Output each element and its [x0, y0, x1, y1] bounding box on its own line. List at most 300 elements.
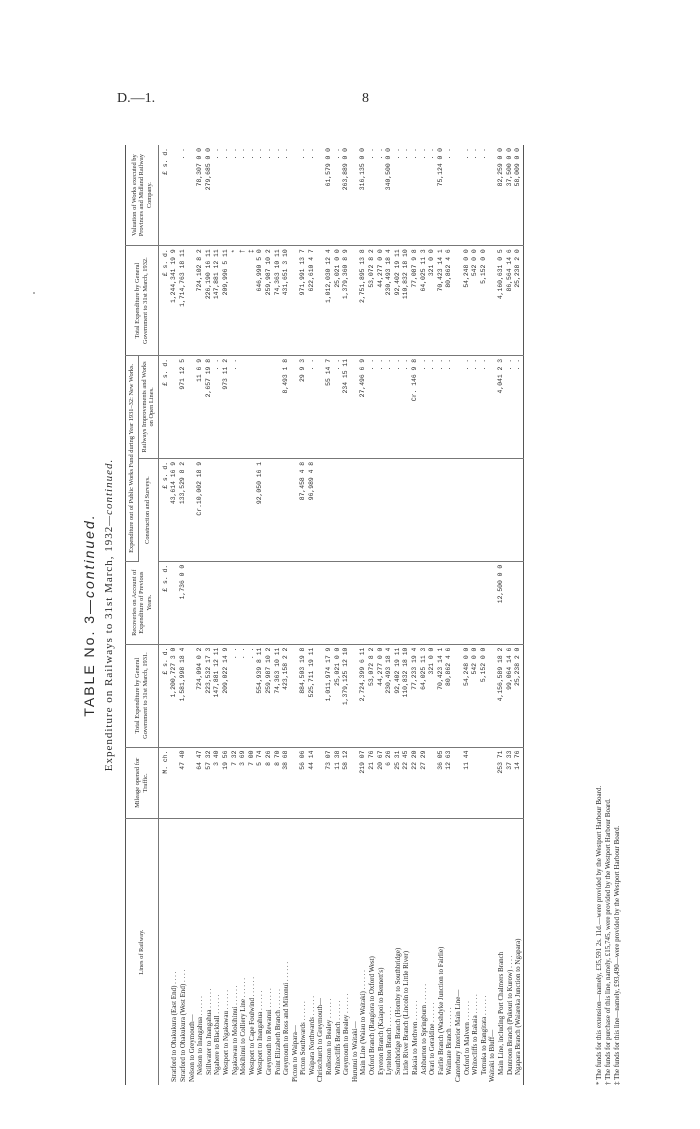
cell-total-1932: 1,244,341 19 9	[170, 246, 179, 356]
header-total-1931: Total Expenditure by General Government to 31st March, 1931.	[126, 644, 159, 747]
cell-mileage: 219 07	[359, 747, 368, 819]
cell-total-1931: 230,493 18 4	[385, 644, 394, 747]
cell-mileage	[351, 747, 360, 819]
cell-recoveries	[454, 561, 463, 644]
cell-valuation: . .	[231, 145, 240, 246]
cell-improvements: . .	[420, 355, 429, 458]
line-name: Main Line (Waiau to Waitaki) . . . . . .	[359, 970, 368, 1075]
cell-mileage: 3 40	[213, 747, 222, 819]
table-row	[471, 145, 480, 1085]
line-name: Ngakawau to Mokihinui . . . . . .	[230, 985, 239, 1075]
cell-recoveries	[428, 561, 437, 644]
line-name: Mokihinui to Colliery Line . . . . . .	[239, 977, 248, 1075]
cell-total-1932: 230,493 18 4	[385, 246, 394, 356]
cell-improvements: . .	[471, 355, 480, 458]
cell-construction	[385, 458, 394, 561]
header-recoveries: Recoveries on Account of Expenditure of Previous Years.	[126, 561, 159, 644]
cell-total-1931: 110,832 18 10	[402, 644, 411, 747]
cell-construction	[514, 458, 523, 561]
cell-mileage: 57 32	[205, 747, 214, 819]
line-name: Waimate Branch . . . . . .	[445, 1007, 454, 1075]
cell-valuation: . .	[394, 145, 403, 246]
table-row	[402, 145, 411, 1085]
table-row	[454, 145, 463, 1085]
table-row	[248, 145, 257, 1085]
cell-valuation: . .	[334, 145, 343, 246]
cell-mileage: 5 74	[256, 747, 265, 819]
cell-mileage	[428, 747, 437, 819]
cell-total-1932: 25,021 0 0	[334, 246, 343, 356]
cell-total-1931: 25,238 2 0	[514, 644, 523, 747]
cell-improvements: . .	[402, 355, 411, 458]
cell-recoveries	[351, 561, 360, 644]
cell-construction	[463, 458, 472, 561]
cell-improvements: Cr. 146 9 8	[411, 355, 420, 458]
table-row	[325, 145, 334, 1085]
cell-total-1932: 70,423 14 1	[437, 246, 446, 356]
cell-recoveries	[213, 561, 222, 644]
cell-valuation: 61,579 0 0	[325, 145, 334, 246]
cell-total-1931: 884,503 19 8	[299, 644, 308, 747]
table-row	[420, 145, 429, 1085]
cell-improvements	[274, 355, 283, 458]
cell-valuation: . .	[213, 145, 222, 246]
cell-recoveries	[196, 561, 205, 644]
cell-total-1931: 4,156,589 18 2	[497, 644, 506, 747]
cell-valuation: . .	[428, 145, 437, 246]
table-row	[385, 145, 394, 1085]
footnote-2: † The funds for purchase of this line, namely, £15,745, were provided by the Westport Harbour Board.	[604, 798, 612, 1085]
line-name: Greymouth to Bealey . . . . . .	[342, 993, 351, 1075]
cell-recoveries	[506, 561, 515, 644]
cell-recoveries	[420, 561, 429, 644]
cell-improvements: . .	[437, 355, 446, 458]
cell-construction	[282, 458, 291, 561]
cell-valuation: 279,685 0 0	[205, 145, 214, 246]
cell-total-1932: 74,363 10 11	[274, 246, 283, 356]
cell-total-1932: 80,862 4 6	[445, 246, 454, 356]
cell-total-1931	[291, 644, 300, 747]
line-name: Waipara Northwards . . . . . .	[307, 996, 316, 1075]
cell-total-1931: 2,724,399 6 11	[359, 644, 368, 747]
table-row	[480, 145, 489, 1085]
cell-mileage: 22 45	[402, 747, 411, 819]
line-name: Southbridge Branch (Hornby to Southbridge)	[393, 947, 402, 1075]
cell-construction	[454, 458, 463, 561]
cell-mileage	[316, 747, 325, 819]
cell-improvements: . .	[394, 355, 403, 458]
line-name: Lyttelton Branch . . . . . .	[385, 1006, 394, 1075]
unit-mileage: M. ch.	[158, 747, 170, 819]
table-row	[359, 145, 368, 1085]
cell-mileage: 6 26	[385, 747, 394, 819]
cell-mileage: 36 05	[437, 747, 446, 819]
cell-mileage: 11 44	[463, 747, 472, 819]
cell-total-1932	[454, 246, 463, 356]
cell-construction	[377, 458, 386, 561]
cell-mileage: 8 26	[265, 747, 274, 819]
cell-valuation: . .	[274, 145, 283, 246]
unit-construction: £ s. d.	[158, 458, 170, 561]
cell-total-1931: 80,862 4 6	[445, 644, 454, 747]
cell-recoveries	[437, 561, 446, 644]
cell-recoveries	[334, 561, 343, 644]
cell-improvements: 55 14 7	[325, 355, 334, 458]
cell-total-1932: 542 0 0	[471, 246, 480, 356]
cell-recoveries	[222, 561, 231, 644]
cell-improvements	[316, 355, 325, 458]
table-row	[291, 145, 300, 1085]
cell-recoveries	[471, 561, 480, 644]
cell-total-1931: 223,532 17 3	[205, 644, 214, 747]
line-name: Ngahere to Blackball . . . . . .	[213, 994, 222, 1075]
cell-total-1931: 5,152 0 0	[480, 644, 489, 747]
cell-total-1932: ‡	[248, 246, 257, 356]
cell-mileage	[188, 747, 197, 819]
cell-construction	[368, 458, 377, 561]
cell-recoveries	[170, 561, 179, 644]
cell-improvements: 27,496 6 9	[359, 355, 368, 458]
cell-valuation	[188, 145, 197, 246]
cell-mileage	[471, 747, 480, 819]
unit-valuation: £ s. d.	[158, 145, 170, 246]
cell-mileage: 8 70	[274, 747, 283, 819]
cell-construction	[231, 458, 240, 561]
cell-mileage: 22 20	[411, 747, 420, 819]
table-row	[394, 145, 403, 1085]
cell-total-1931: 554,939 8 11	[256, 644, 265, 747]
cell-recoveries	[205, 561, 214, 644]
table-row	[256, 145, 265, 1085]
cell-construction: 133,529 8 2	[179, 458, 188, 561]
cell-recoveries	[402, 561, 411, 644]
cell-improvements: 29 9 3	[299, 355, 308, 458]
cell-mileage: 47 40	[179, 747, 188, 819]
line-name: Greymouth to Ross and Mikonui . . . . . .	[282, 961, 291, 1075]
cell-mileage: 7 00	[248, 747, 257, 819]
cell-valuation: . .	[239, 145, 248, 246]
table-row	[316, 145, 325, 1085]
cell-total-1932	[291, 246, 300, 356]
cell-valuation	[454, 145, 463, 246]
cell-total-1931: 92,402 19 11	[394, 644, 403, 747]
line-name: Fairlie Branch (Washdyke Junction to Fairlie)	[436, 946, 445, 1075]
cell-total-1932: 209,996 5 11	[222, 246, 231, 356]
line-name: Canterbury Interior Main Line—	[453, 989, 462, 1082]
cell-total-1932: 724,102 8 2	[196, 246, 205, 356]
cell-total-1932: 1,379,360 8 9	[342, 246, 351, 356]
cell-mileage: 253 71	[497, 747, 506, 819]
cell-total-1932: 1,012,030 12 4	[325, 246, 334, 356]
cell-recoveries	[316, 561, 325, 644]
cell-total-1932: 25,238 2 0	[514, 246, 523, 356]
cell-construction	[188, 458, 197, 561]
cell-recoveries	[359, 561, 368, 644]
line-name: Christchurch to Greymouth—	[316, 998, 325, 1082]
cell-recoveries	[325, 561, 334, 644]
cell-construction: Cr.10,002 18 9	[196, 458, 205, 561]
line-name: Ashburton to Springburn . . . . . .	[419, 984, 428, 1075]
cell-valuation: . .	[299, 145, 308, 246]
line-name: Greymouth to Rewanui . . . . . .	[264, 988, 273, 1075]
cell-mileage	[170, 747, 179, 819]
cell-recoveries: 1,736 0 0	[179, 561, 188, 644]
cell-total-1932: 4,160,631 0 5	[497, 246, 506, 356]
cell-total-1931: 1,379,125 12 10	[342, 644, 351, 747]
header-total-1932: Total Expenditure by General Government to 31st March, 1932.	[126, 246, 159, 356]
cell-valuation: . .	[471, 145, 480, 246]
cell-total-1932: 77,087 9 8	[411, 246, 420, 356]
line-name: Duntroon Branch (Pukeuri to Kurow) . . . .	[505, 955, 514, 1075]
cell-improvements	[188, 355, 197, 458]
cell-recoveries	[299, 561, 308, 644]
page-number: 8	[362, 91, 369, 106]
cell-total-1931: . .	[231, 644, 240, 747]
cell-valuation: . .	[411, 145, 420, 246]
cell-total-1932: 321 0 0	[428, 246, 437, 356]
cell-total-1932: 92,402 19 11	[394, 246, 403, 356]
cell-valuation: . .	[282, 145, 291, 246]
cell-total-1931: 525,711 19 11	[308, 644, 317, 747]
line-name: Stratford to Ohakukura (East End) . . . .	[170, 971, 179, 1082]
table-row	[334, 145, 343, 1085]
cell-total-1932	[351, 246, 360, 356]
cell-improvements: . .	[445, 355, 454, 458]
cell-recoveries	[308, 561, 317, 644]
cell-improvements	[351, 355, 360, 458]
cell-mileage: 3 69	[239, 747, 248, 819]
cell-valuation: . .	[265, 145, 274, 246]
cell-improvements: . .	[506, 355, 515, 458]
cell-improvements: . .	[213, 355, 222, 458]
table-row	[437, 145, 446, 1085]
unit-total-1931: £ s. d.	[158, 644, 170, 747]
cell-valuation: . .	[377, 145, 386, 246]
cell-improvements	[488, 355, 497, 458]
cell-construction: 43,614 16 9	[170, 458, 179, 561]
cell-mileage	[480, 747, 489, 819]
cell-recoveries	[368, 561, 377, 644]
cell-total-1931: 1,200,727 3 0	[170, 644, 179, 747]
page-reference: D.—1.	[117, 91, 156, 106]
cell-total-1932	[188, 246, 197, 356]
header-valuation: Valuation of Works executed by Provinces and Midland Railway Company.	[126, 145, 159, 246]
unit-total-1932: £ s. d.	[158, 246, 170, 356]
cell-improvements: 11 6 9	[196, 355, 205, 458]
cell-valuation	[316, 145, 325, 246]
cell-total-1931: 1,011,974 17 9	[325, 644, 334, 747]
table-row	[274, 145, 283, 1085]
table-row	[222, 145, 231, 1085]
cell-construction	[420, 458, 429, 561]
table-row	[351, 145, 360, 1085]
cell-total-1931: 542 0 0	[471, 644, 480, 747]
cell-valuation: . .	[402, 145, 411, 246]
cell-recoveries	[256, 561, 265, 644]
cell-recoveries	[291, 561, 300, 644]
cell-valuation: . .	[222, 145, 231, 246]
footnote-1: * The funds for this extension—namely, £35,591 2s. 11d.—were provided by the Westport Harbour Board.	[595, 785, 603, 1085]
cell-improvements: . .	[480, 355, 489, 458]
cell-total-1932: 5,152 0 0	[480, 246, 489, 356]
line-name: Stratford to Ohakukura (West End) . . . .	[178, 969, 187, 1082]
cell-valuation: 58,009 0 0	[514, 145, 523, 246]
cell-recoveries	[480, 561, 489, 644]
cell-recoveries	[188, 561, 197, 644]
cell-valuation: . .	[480, 145, 489, 246]
cell-mileage: 19 56	[222, 747, 231, 819]
cell-construction: 87,458 4 8	[299, 458, 308, 561]
cell-recoveries	[411, 561, 420, 644]
cell-valuation: 316,135 0 0	[359, 145, 368, 246]
cell-total-1931: 25,021 0 0	[334, 644, 343, 747]
cell-total-1931	[454, 644, 463, 747]
table-row	[506, 145, 515, 1085]
cell-total-1932: 147,881 12 11	[213, 246, 222, 356]
table-subtitle: Expenditure on Railways to 31st March, 1932—continued.	[103, 458, 115, 772]
cell-recoveries	[488, 561, 497, 644]
line-name: Waitaki to Bluff—	[488, 1029, 497, 1082]
cell-mileage: 64 47	[196, 747, 205, 819]
cell-improvements: 2,657 19 8	[205, 355, 214, 458]
cell-total-1931	[488, 644, 497, 747]
table-row	[488, 145, 497, 1085]
cell-total-1931: 259,987 10 2	[265, 644, 274, 747]
cell-total-1931: 77,233 19 4	[411, 644, 420, 747]
cell-recoveries	[463, 561, 472, 644]
cell-improvements: 971 12 5	[179, 355, 188, 458]
line-name: Oxford to Malvern . . . . . .	[462, 1001, 471, 1075]
cell-total-1931: 724,094 0 2	[196, 644, 205, 747]
cell-total-1932: 110,832 18 10	[402, 246, 411, 356]
line-name: Westport to Ngakawau . . . . . .	[221, 990, 230, 1075]
cell-valuation: 340,500 0 0	[385, 145, 394, 246]
cell-improvements: . .	[463, 355, 472, 458]
table-row	[368, 145, 377, 1085]
cell-construction	[411, 458, 420, 561]
units-row	[158, 145, 170, 1085]
cell-mileage: 27 29	[420, 747, 429, 819]
line-name: Little River Branch (Lincoln to Little River)	[402, 950, 411, 1075]
table-row	[196, 145, 205, 1085]
cell-mileage: 56 06	[299, 747, 308, 819]
cell-valuation: . .	[308, 145, 317, 246]
cell-construction	[248, 458, 257, 561]
cell-improvements: . .	[385, 355, 394, 458]
table-row	[411, 145, 420, 1085]
cell-mileage: 12 63	[445, 747, 454, 819]
cell-valuation: . .	[368, 145, 377, 246]
line-name: Picton Southwards . . . . . .	[299, 1001, 308, 1075]
cell-improvements	[248, 355, 257, 458]
cell-mileage: 38 68	[282, 747, 291, 819]
cell-valuation: 75,124 0 0	[437, 145, 446, 246]
line-name: Hurunui to Waitaki—	[350, 1021, 359, 1082]
cell-total-1931: 54,248 0 0	[463, 644, 472, 747]
cell-total-1932: *	[231, 246, 240, 356]
cell-construction	[325, 458, 334, 561]
table-row	[299, 145, 308, 1085]
cell-recoveries	[342, 561, 351, 644]
line-name: Whitecliffs Branch . . . . . .	[333, 1000, 342, 1075]
cell-improvements: . .	[308, 355, 317, 458]
cell-valuation: 263,889 0 0	[342, 145, 351, 246]
cell-construction	[291, 458, 300, 561]
cell-total-1932: 54,248 0 0	[463, 246, 472, 356]
table-row	[463, 145, 472, 1085]
table-row	[231, 145, 240, 1085]
cell-valuation	[170, 145, 179, 246]
cell-mileage: 25 31	[394, 747, 403, 819]
cell-construction	[222, 458, 231, 561]
cell-construction	[342, 458, 351, 561]
cell-total-1932: †	[239, 246, 248, 356]
line-name: Point Elizabeth Branch . . . . . .	[273, 989, 282, 1075]
line-name: Nelson to Inangahua . . . . . .	[196, 996, 205, 1075]
cell-improvements: 8,493 1 8	[282, 355, 291, 458]
cell-improvements: . .	[368, 355, 377, 458]
cell-construction	[437, 458, 446, 561]
cell-valuation: 82,259 0 0	[497, 145, 506, 246]
cell-construction	[239, 458, 248, 561]
line-name: Rakaia to Methven . . . . . .	[411, 1000, 419, 1075]
cell-improvements: . .	[334, 355, 343, 458]
table-row	[205, 145, 214, 1085]
cell-total-1932: 2,751,895 13 8	[359, 246, 368, 356]
cell-construction	[394, 458, 403, 561]
line-name: Ngapara Branch (Waiareka Junction to Ngapara)	[514, 938, 523, 1075]
cell-improvements: 973 11 2	[222, 355, 231, 458]
cell-mileage	[454, 747, 463, 819]
cell-improvements: 4,041 2 3	[497, 355, 506, 458]
table-row	[428, 145, 437, 1085]
unit-improvements: £ s. d.	[158, 355, 170, 458]
cell-mileage: 37 33	[506, 747, 515, 819]
cell-total-1931: 74,363 10 11	[274, 644, 283, 747]
cell-total-1931: 1,581,998 18 4	[179, 644, 188, 747]
cell-total-1931: 53,072 8 2	[368, 644, 377, 747]
cell-construction: 92,050 16 1	[256, 458, 265, 561]
cell-total-1931: 209,022 14 9	[222, 644, 231, 747]
cell-construction	[213, 458, 222, 561]
cell-improvements: . .	[428, 355, 437, 458]
table-row	[265, 145, 274, 1085]
cell-total-1931: . .	[239, 644, 248, 747]
cell-total-1931: 99,064 14 6	[506, 644, 515, 747]
table-row	[308, 145, 317, 1085]
cell-valuation: . .	[445, 145, 454, 246]
cell-total-1932: 44,277 0 0	[377, 246, 386, 356]
table-row	[179, 145, 188, 1085]
table-row	[239, 145, 248, 1085]
cell-construction	[428, 458, 437, 561]
cell-total-1931: . .	[248, 644, 257, 747]
cell-total-1931	[316, 644, 325, 747]
cell-total-1931: 44,277 0 0	[377, 644, 386, 747]
cell-mileage: 58 12	[342, 747, 351, 819]
cell-recoveries	[282, 561, 291, 644]
cell-valuation	[351, 145, 360, 246]
cell-recoveries	[231, 561, 240, 644]
cell-construction	[471, 458, 480, 561]
cell-valuation: 78,307 0 0	[196, 145, 205, 246]
cell-total-1931: 321 0 0	[428, 644, 437, 747]
cell-construction: 96,989 4 8	[308, 458, 317, 561]
cell-improvements: . .	[377, 355, 386, 458]
cell-total-1932: 646,990 5 0	[256, 246, 265, 356]
cell-mileage: 73 07	[325, 747, 334, 819]
cell-improvements	[256, 355, 265, 458]
